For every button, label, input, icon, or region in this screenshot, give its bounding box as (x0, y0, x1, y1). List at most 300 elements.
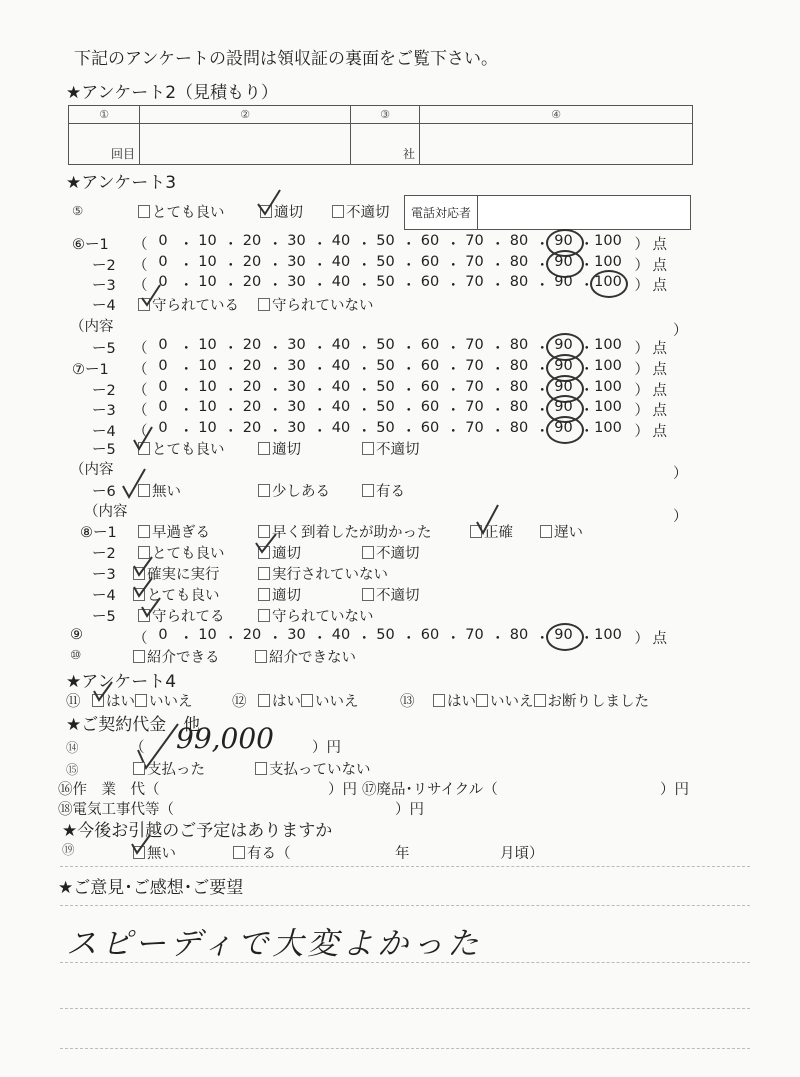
checkbox[interactable] (133, 650, 145, 663)
scale-option[interactable]: 30 (287, 233, 306, 249)
scale-open-paren: （ (133, 362, 148, 378)
scale-option[interactable]: 0 (158, 358, 168, 374)
checkbox[interactable] (476, 694, 488, 707)
scale-separator: ・ (179, 237, 194, 253)
scale-separator: ・ (179, 362, 194, 378)
times-cell[interactable]: 回目 (69, 124, 140, 165)
phone-responder-label: 電話対応者 (405, 196, 478, 229)
scale-close-paren: ） (634, 403, 649, 419)
table-header-4: ④ (420, 106, 693, 124)
q5-number: ⑤ (72, 203, 84, 218)
q7-5-option-3[interactable]: 不適切 (362, 438, 420, 459)
scale-separator: ・ (579, 258, 594, 274)
scale-row-label: ⑨ (70, 627, 83, 643)
scale-option[interactable]: 100 (594, 399, 622, 415)
scale-row-label: ⑦ー1 (72, 362, 109, 378)
scale-open-paren: （ (133, 631, 148, 647)
scale-separator: ・ (179, 403, 194, 419)
scale-separator: ・ (179, 258, 194, 274)
scale-option[interactable]: 20 (242, 337, 262, 353)
selected-circle-mark (590, 270, 628, 298)
scale-separator: ・ (535, 362, 550, 378)
scale-separator: ・ (446, 631, 461, 647)
estimate-table (68, 105, 693, 165)
scale-option[interactable]: 30 (287, 254, 306, 270)
divider (60, 866, 750, 867)
divider (60, 1048, 750, 1049)
moving-title: ★今後お引越のご予定はありますか (62, 821, 333, 841)
checkbox[interactable] (255, 762, 267, 775)
estimate-cell-4[interactable] (420, 124, 693, 165)
q10-option-1[interactable]: 紹介できる (133, 646, 220, 667)
scale-option[interactable]: 10 (198, 254, 217, 270)
q7-5-detail-label: （内容 (70, 462, 114, 478)
scale-option[interactable]: 60 (420, 337, 440, 353)
scale-option[interactable]: 70 (465, 420, 484, 436)
q8-1-label: ⑧ー1 (80, 525, 117, 541)
check-mark-icon (132, 556, 154, 578)
scale-separator: ・ (357, 278, 372, 294)
q6-4-option-1[interactable]: 守られている (138, 294, 239, 315)
scale-option[interactable]: 10 (198, 233, 217, 249)
scale-separator: ・ (268, 631, 283, 647)
scale-separator: ・ (579, 631, 594, 647)
q8-2-label: ー2 (92, 546, 116, 562)
moving-option-1[interactable]: 無い (133, 842, 176, 863)
q8-1-option-1[interactable]: 早過ぎる (138, 521, 210, 542)
scale-option[interactable]: 10 (198, 358, 217, 374)
scale-option[interactable]: 80 (509, 358, 529, 374)
scale-separator: ・ (490, 362, 505, 378)
scale-option[interactable]: 70 (465, 627, 484, 643)
section-a4-title: ★アンケート4 (66, 672, 177, 692)
scale-option[interactable]: 50 (376, 399, 395, 415)
scale-option[interactable]: 40 (331, 399, 351, 415)
q11-options[interactable]: はい いいえ (92, 690, 193, 711)
divider (60, 905, 750, 906)
scale-separator: ・ (490, 403, 505, 419)
q5-option-2[interactable]: 適切 (260, 201, 303, 222)
scale-separator: ・ (535, 424, 550, 440)
scale-separator: ・ (535, 383, 550, 399)
q12-number: ⑫ (232, 694, 247, 710)
checkbox[interactable] (258, 588, 270, 601)
check-mark-icon (474, 504, 500, 536)
scale-option[interactable]: 90 (554, 420, 573, 436)
scale-separator: ・ (401, 383, 416, 399)
paid-option-2[interactable]: 支払っていない (255, 758, 371, 779)
opinion-handwritten[interactable]: スピーディで大変よかった (66, 926, 483, 962)
scale-unit: 点 (652, 237, 667, 253)
scale-option[interactable]: 70 (465, 337, 484, 353)
scale-option[interactable]: 10 (198, 379, 217, 395)
checkbox[interactable] (258, 298, 270, 311)
scale-option[interactable]: 40 (331, 420, 351, 436)
scale-separator: ・ (179, 278, 194, 294)
q10-number: ⑩ (70, 647, 82, 662)
scale-separator: ・ (223, 278, 238, 294)
scale-separator: ・ (535, 403, 550, 419)
scale-option[interactable]: 90 (554, 337, 573, 353)
scale-option[interactable]: 60 (420, 399, 440, 415)
scale-option[interactable]: 40 (331, 233, 351, 249)
scale-separator: ・ (357, 631, 372, 647)
q8-1-option-4[interactable]: 遅い (540, 521, 583, 542)
scale-option[interactable]: 10 (198, 337, 217, 353)
electric-fee-label: ⑱電気工事代等（ (58, 802, 174, 818)
scale-option[interactable]: 50 (376, 274, 395, 290)
q8-1-option-2[interactable]: 早く到着したが助かった (258, 521, 432, 542)
scale-separator: ・ (357, 383, 372, 399)
scale-unit: 点 (652, 278, 667, 294)
scale-option[interactable]: 20 (242, 399, 262, 415)
scale-option[interactable]: 50 (376, 337, 395, 353)
scale-option[interactable]: 30 (287, 274, 306, 290)
scale-option[interactable]: 70 (465, 274, 484, 290)
scale-separator: ・ (446, 258, 461, 274)
scale-option[interactable]: 40 (331, 254, 351, 270)
scale-separator: ・ (179, 341, 194, 357)
scale-close-paren: ） (634, 341, 649, 357)
scale-option[interactable]: 90 (554, 274, 573, 290)
scale-separator: ・ (446, 362, 461, 378)
scale-unit: 点 (652, 424, 667, 440)
scale-option[interactable]: 50 (376, 358, 395, 374)
check-mark-icon (132, 577, 154, 599)
q7-5-option-1[interactable]: とても良い (138, 438, 225, 459)
scale-separator: ・ (268, 403, 283, 419)
scale-separator: ・ (223, 403, 238, 419)
checkbox[interactable] (534, 694, 546, 707)
scale-option[interactable]: 0 (158, 337, 168, 353)
q7-6-option-1[interactable]: 無い (138, 480, 181, 501)
q6-4-detail-label: （内容 (70, 319, 114, 335)
q8-2-option-1[interactable]: とても良い (138, 542, 225, 563)
contract-title: ★ご契約代金 他 (66, 715, 201, 735)
q8-2-option-2[interactable]: 適切 (258, 542, 301, 563)
company-cell[interactable]: 社 (351, 124, 420, 165)
scale-separator: ・ (490, 278, 505, 294)
scale-row-label: ー2 (92, 383, 116, 399)
opinion-title: ★ご意見･ご感想･ご要望 (58, 878, 244, 898)
q10-option-2[interactable]: 紹介できない (255, 646, 356, 667)
scale-option[interactable]: 50 (376, 233, 395, 249)
scale-option[interactable]: 0 (158, 627, 168, 643)
scale-close-paren: ） (634, 237, 649, 253)
scale-separator: ・ (401, 424, 416, 440)
scale-separator: ・ (490, 424, 505, 440)
scale-option[interactable]: 100 (594, 274, 622, 290)
scale-option[interactable]: 60 (420, 420, 440, 436)
scale-separator: ・ (312, 424, 327, 440)
scale-unit: 点 (652, 258, 667, 274)
checkbox[interactable] (258, 567, 270, 580)
scale-option[interactable]: 30 (287, 337, 306, 353)
paid-option-1[interactable]: 支払った (133, 758, 205, 779)
q8-4-option-3[interactable]: 不適切 (362, 584, 420, 605)
checkbox[interactable] (138, 525, 150, 538)
scale-option[interactable]: 10 (198, 420, 217, 436)
scale-option[interactable]: 90 (554, 233, 573, 249)
scale-option[interactable]: 70 (465, 358, 484, 374)
scale-separator: ・ (535, 341, 550, 357)
scale-option[interactable]: 0 (158, 399, 168, 415)
scale-separator: ・ (312, 383, 327, 399)
scale-option[interactable]: 30 (287, 420, 306, 436)
scale-option[interactable]: 30 (287, 358, 306, 374)
scale-separator: ・ (446, 237, 461, 253)
scale-separator: ・ (579, 341, 594, 357)
scale-separator: ・ (312, 362, 327, 378)
scale-option[interactable]: 70 (465, 233, 484, 249)
scale-option[interactable]: 90 (554, 399, 573, 415)
scale-option[interactable]: 90 (554, 627, 573, 643)
table-header-3: ③ (351, 106, 420, 124)
scale-separator: ・ (490, 383, 505, 399)
scale-row-label: ー3 (92, 278, 116, 294)
scale-option[interactable]: 100 (594, 337, 622, 353)
phone-responder-field[interactable] (404, 195, 691, 230)
checkbox[interactable] (362, 546, 374, 559)
q8-2-option-3[interactable]: 不適切 (362, 542, 420, 563)
scale-separator: ・ (446, 383, 461, 399)
checkbox[interactable] (135, 694, 147, 707)
scale-option[interactable]: 60 (420, 254, 440, 270)
q5-option-3[interactable]: 不適切 (332, 201, 390, 222)
scale-row-label: ー3 (92, 403, 116, 419)
q19-number: ⑲ (62, 842, 75, 857)
selected-circle-mark (546, 623, 584, 651)
scale-separator: ・ (401, 237, 416, 253)
checkbox[interactable] (258, 609, 270, 622)
checkbox[interactable] (362, 588, 374, 601)
scale-option[interactable]: 20 (242, 274, 262, 290)
q7-6-label: ー6 (92, 484, 116, 500)
check-mark-icon (140, 597, 162, 619)
q7-6-option-2[interactable]: 少しある (258, 480, 330, 501)
scale-option[interactable]: 10 (198, 399, 217, 415)
paren-close: ） (673, 509, 688, 525)
scale-close-paren: ） (634, 258, 649, 274)
scale-option[interactable]: 80 (509, 379, 529, 395)
q13-options[interactable]: はい いいえ お断りしました (433, 690, 649, 711)
scale-option[interactable]: 20 (242, 254, 262, 270)
scale-separator: ・ (268, 424, 283, 440)
q12-options[interactable]: はい いいえ (258, 690, 359, 711)
checkbox[interactable] (301, 694, 313, 707)
checkbox[interactable] (362, 442, 374, 455)
scale-option[interactable]: 90 (554, 358, 573, 374)
scale-option[interactable]: 100 (594, 254, 622, 270)
scale-separator: ・ (268, 258, 283, 274)
scale-separator: ・ (312, 258, 327, 274)
estimate-cell-2[interactable] (140, 124, 351, 165)
scale-option[interactable]: 40 (331, 274, 351, 290)
scale-option[interactable]: 30 (287, 627, 306, 643)
moving-month: 月頃） (500, 846, 544, 862)
checkbox[interactable] (540, 525, 552, 538)
scale-separator: ・ (312, 278, 327, 294)
scale-separator: ・ (579, 278, 594, 294)
scale-option[interactable]: 60 (420, 233, 440, 249)
scale-option[interactable]: 40 (331, 627, 351, 643)
scale-option[interactable]: 50 (376, 627, 395, 643)
q8-1-option-3[interactable]: 正確 (470, 521, 513, 542)
scale-option[interactable]: 40 (331, 379, 351, 395)
q8-5-option-2[interactable]: 守られていない (258, 605, 374, 626)
scale-option[interactable]: 20 (242, 379, 262, 395)
scale-option[interactable]: 20 (242, 358, 262, 374)
table-header-1: ① (69, 106, 140, 124)
scale-separator: ・ (490, 631, 505, 647)
q7-5-option-2[interactable]: 適切 (258, 438, 301, 459)
scale-option[interactable]: 50 (376, 379, 395, 395)
amount-open-paren: （ (130, 740, 145, 756)
scale-close-paren: ） (634, 424, 649, 440)
checkbox[interactable] (133, 762, 145, 775)
selected-circle-mark (546, 416, 584, 444)
scale-option[interactable]: 80 (509, 420, 529, 436)
check-mark-icon (130, 834, 152, 856)
q8-5-option-1[interactable]: 守られてる (138, 605, 225, 626)
scale-option[interactable]: 20 (242, 420, 262, 436)
scale-separator: ・ (401, 341, 416, 357)
scale-option[interactable]: 40 (331, 337, 351, 353)
scale-option[interactable]: 90 (554, 379, 573, 395)
scale-option[interactable]: 60 (420, 358, 440, 374)
scale-option[interactable]: 100 (594, 379, 622, 395)
scale-separator: ・ (401, 631, 416, 647)
scale-separator: ・ (268, 341, 283, 357)
scale-separator: ・ (223, 341, 238, 357)
scale-option[interactable]: 80 (509, 627, 529, 643)
scale-option[interactable]: 10 (198, 627, 217, 643)
scale-separator: ・ (490, 237, 505, 253)
checkbox[interactable] (258, 442, 270, 455)
scale-option[interactable]: 60 (420, 379, 440, 395)
scale-option[interactable]: 70 (465, 379, 484, 395)
checkbox[interactable] (332, 205, 344, 218)
scale-option[interactable]: 30 (287, 379, 306, 395)
recycle-fee-end: ）円 (660, 782, 689, 798)
q8-4-option-1[interactable]: とても良い (133, 584, 220, 605)
scale-separator: ・ (268, 237, 283, 253)
scale-option[interactable]: 0 (158, 379, 168, 395)
scale-separator: ・ (579, 362, 594, 378)
checkbox[interactable] (433, 694, 445, 707)
scale-option[interactable]: 10 (198, 274, 217, 290)
scale-option[interactable]: 80 (509, 254, 529, 270)
scale-row-label: ー2 (92, 258, 116, 274)
scale-option[interactable]: 0 (158, 233, 168, 249)
scale-option[interactable]: 80 (509, 233, 529, 249)
q6-4-option-2[interactable]: 守られていない (258, 294, 374, 315)
checkbox[interactable] (258, 694, 270, 707)
scale-option[interactable]: 100 (594, 358, 622, 374)
scale-option[interactable]: 80 (509, 399, 529, 415)
scale-unit: 点 (652, 362, 667, 378)
divider (60, 1008, 750, 1009)
scale-open-paren: （ (133, 424, 148, 440)
q8-3-option-2[interactable]: 実行されていない (258, 563, 388, 584)
scale-option[interactable]: 50 (376, 420, 395, 436)
scale-option[interactable]: 20 (242, 627, 262, 643)
check-mark-icon (120, 468, 148, 500)
moving-option-2[interactable]: 有る（ (233, 842, 291, 863)
scale-separator: ・ (357, 424, 372, 440)
scale-option[interactable]: 0 (158, 274, 168, 290)
divider (60, 962, 750, 963)
scale-separator: ・ (223, 631, 238, 647)
scale-separator: ・ (579, 383, 594, 399)
scale-option[interactable]: 0 (158, 420, 168, 436)
checkbox[interactable] (138, 205, 150, 218)
checkbox[interactable] (258, 484, 270, 497)
scale-option[interactable]: 100 (594, 420, 622, 436)
contract-amount[interactable]: 99,000 (176, 722, 274, 755)
scale-separator: ・ (401, 258, 416, 274)
scale-separator: ・ (223, 362, 238, 378)
scale-option[interactable]: 90 (554, 254, 573, 270)
checkbox[interactable] (362, 484, 374, 497)
scale-option[interactable]: 0 (158, 254, 168, 270)
scale-separator: ・ (312, 631, 327, 647)
amount-yen: ）円 (312, 740, 341, 756)
scale-separator: ・ (446, 403, 461, 419)
scale-option[interactable]: 40 (331, 358, 351, 374)
q8-5-label: ー5 (92, 609, 116, 625)
scale-separator: ・ (490, 258, 505, 274)
scale-open-paren: （ (133, 258, 148, 274)
q15-number: ⑮ (66, 762, 79, 777)
scale-option[interactable]: 100 (594, 627, 622, 643)
scale-option[interactable]: 20 (242, 233, 262, 249)
scale-separator: ・ (312, 237, 327, 253)
q8-3-option-1[interactable]: 確実に実行 (133, 563, 220, 584)
scale-open-paren: （ (133, 237, 148, 253)
q6-4-label: ー4 (92, 298, 116, 314)
scale-separator: ・ (446, 341, 461, 357)
q14-number: ⑭ (66, 740, 79, 755)
scale-option[interactable]: 100 (594, 233, 622, 249)
q7-6-option-3[interactable]: 有る (362, 480, 405, 501)
scale-close-paren: ） (634, 278, 649, 294)
scale-option[interactable]: 60 (420, 627, 440, 643)
scale-separator: ・ (223, 383, 238, 399)
checkbox[interactable] (233, 846, 245, 859)
scale-option[interactable]: 80 (509, 337, 529, 353)
checkbox[interactable] (255, 650, 267, 663)
scale-option[interactable]: 70 (465, 399, 484, 415)
q5-option-1[interactable]: とても良い (138, 201, 225, 222)
table-header-2: ② (140, 106, 351, 124)
scale-separator: ・ (401, 403, 416, 419)
q8-4-option-2[interactable]: 適切 (258, 584, 301, 605)
scale-option[interactable]: 70 (465, 254, 484, 270)
q13-number: ⑬ (400, 694, 415, 710)
check-mark-icon (254, 533, 278, 555)
scale-separator: ・ (579, 403, 594, 419)
scale-option[interactable]: 80 (509, 274, 529, 290)
scale-option[interactable]: 50 (376, 254, 395, 270)
scale-option[interactable]: 30 (287, 399, 306, 415)
scale-open-paren: （ (133, 383, 148, 399)
scale-separator: ・ (268, 278, 283, 294)
scale-option[interactable]: 60 (420, 274, 440, 290)
scale-separator: ・ (357, 258, 372, 274)
section-a3-title: ★アンケート3 (66, 173, 177, 193)
scale-open-paren: （ (133, 403, 148, 419)
